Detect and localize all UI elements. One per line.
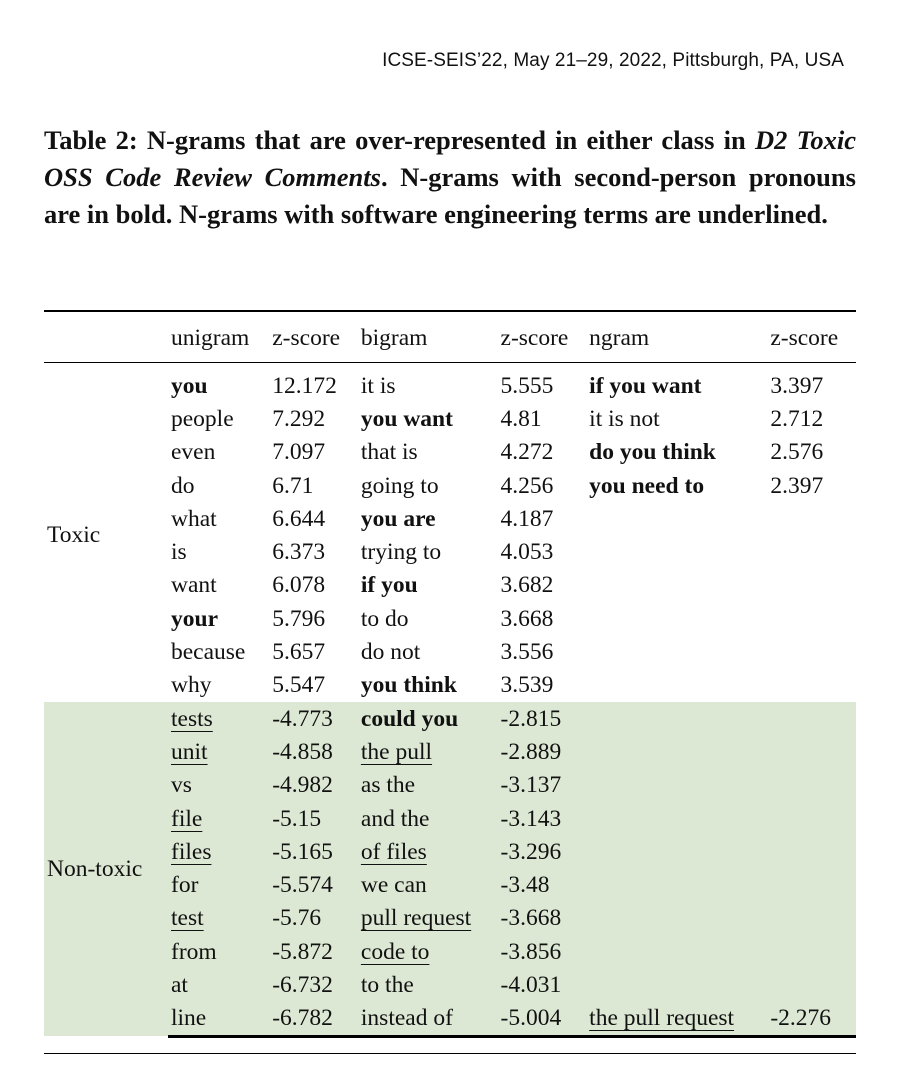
ngram-cell-text: the pull request xyxy=(589,1005,735,1032)
bigram-cell-text: trying to xyxy=(360,539,442,566)
bigram-cell xyxy=(358,935,498,968)
unigram-cell xyxy=(168,569,269,602)
ngram-zscore-cell xyxy=(767,902,856,935)
bigram-zscore-cell-text: 4.81 xyxy=(500,405,542,432)
bigram-cell xyxy=(358,436,498,469)
unigram-cell-text: line xyxy=(171,1005,207,1032)
bigram-zscore-cell-text: -3.137 xyxy=(500,772,562,799)
unigram-zscore-cell-text: 6.078 xyxy=(272,572,326,599)
unigram-cell xyxy=(168,436,269,469)
ngram-zscore-cell xyxy=(767,735,856,768)
ngram-zscore-cell-text: 2.397 xyxy=(770,472,824,499)
unigram-cell xyxy=(168,802,269,835)
unigram-cell-text: from xyxy=(171,938,217,965)
bigram-zscore-cell-text: -3.856 xyxy=(500,938,562,965)
ngram-cell xyxy=(586,935,767,968)
unigram-cell xyxy=(168,535,269,568)
unigram-cell-text: what xyxy=(171,505,217,532)
ngram-zscore-cell-text: 3.397 xyxy=(770,372,824,399)
unigram-zscore-cell xyxy=(269,569,358,602)
unigram-cell-text: people xyxy=(171,405,234,432)
unigram-zscore-cell xyxy=(269,669,358,702)
bigram-cell xyxy=(358,669,498,702)
bigram-zscore-cell xyxy=(498,935,587,968)
table-bottom-rule xyxy=(44,1053,856,1054)
ngram-cell xyxy=(586,669,767,702)
bigram-cell-text: the pull xyxy=(360,738,433,765)
bigram-cell-text: do not xyxy=(360,639,421,666)
bigram-cell-text: that is xyxy=(360,439,418,466)
bigram-zscore-cell-text: 3.556 xyxy=(500,639,554,666)
bigram-cell-text: code to xyxy=(360,938,430,965)
unigram-cell xyxy=(168,702,269,735)
ngram-cell-text: it is not xyxy=(589,405,660,432)
unigram-zscore-cell-text: 7.097 xyxy=(272,439,326,466)
bigram-cell-text: as the xyxy=(360,772,416,799)
table-row xyxy=(44,369,856,402)
unigram-zscore-cell-text: -5.872 xyxy=(272,938,333,965)
bigram-cell xyxy=(358,835,498,868)
unigram-cell-text: because xyxy=(171,639,246,666)
ngram-cell xyxy=(586,469,767,502)
ngram-cell xyxy=(586,502,767,535)
bigram-zscore-cell xyxy=(498,602,587,635)
col-header-class xyxy=(44,311,168,363)
unigram-zscore-cell-text: -4.982 xyxy=(272,772,333,799)
unigram-zscore-cell-text: 6.71 xyxy=(272,472,314,499)
unigram-cell-text: tests xyxy=(171,705,213,732)
bigram-zscore-cell xyxy=(498,802,587,835)
bigram-zscore-cell xyxy=(498,635,587,668)
col-header-ngram-zscore: z-score xyxy=(770,325,839,351)
ngram-cell xyxy=(586,602,767,635)
unigram-zscore-cell-text: 6.373 xyxy=(272,539,326,566)
ngram-zscore-cell xyxy=(767,868,856,901)
bigram-zscore-cell-text: 4.272 xyxy=(500,439,554,466)
bigram-cell-text: you think xyxy=(360,672,457,699)
unigram-zscore-cell xyxy=(269,635,358,668)
ngram-cell xyxy=(586,436,767,469)
ngram-cell-text: do you think xyxy=(589,439,716,466)
unigram-cell xyxy=(168,868,269,901)
bigram-cell-text: of files xyxy=(360,838,427,865)
unigram-zscore-cell-text: 5.657 xyxy=(272,639,326,666)
bigram-zscore-cell xyxy=(498,868,587,901)
bigram-zscore-cell-text: 3.682 xyxy=(500,572,554,599)
bigram-zscore-cell-text: 4.256 xyxy=(500,472,554,499)
table-caption xyxy=(44,122,856,233)
bigram-zscore-cell xyxy=(498,469,587,502)
ngram-zscore-cell-text: -2.276 xyxy=(770,1005,832,1032)
ngram-zscore-cell xyxy=(767,402,856,435)
ngram-cell xyxy=(586,802,767,835)
bigram-zscore-cell-text: 4.187 xyxy=(500,505,554,532)
ngram-zscore-cell xyxy=(767,469,856,502)
bigram-zscore-cell xyxy=(498,402,587,435)
unigram-cell-text: your xyxy=(171,605,218,632)
ngram-cell xyxy=(586,535,767,568)
caption-dataset-name: D2 Toxic OSS Code Review Comments xyxy=(44,125,856,192)
ngram-zscore-cell xyxy=(767,968,856,1001)
ngram-zscore-cell-text: 2.712 xyxy=(770,405,824,432)
unigram-zscore-cell-text: -6.732 xyxy=(272,971,333,998)
bigram-cell-text: and the xyxy=(360,805,430,832)
caption-suffix: . N-grams with second-person pronouns are in bold. N-grams with software engineering terms are underlined. xyxy=(44,162,856,229)
table-header-row xyxy=(44,311,856,363)
bigram-cell xyxy=(358,502,498,535)
bigram-zscore-cell-text: 3.668 xyxy=(500,605,554,632)
bigram-zscore-cell xyxy=(498,569,587,602)
bigram-zscore-cell xyxy=(498,1002,587,1037)
unigram-cell-text: want xyxy=(171,572,217,599)
unigram-cell-text: files xyxy=(171,838,212,865)
bigram-cell-text: instead of xyxy=(360,1005,453,1032)
bigram-zscore-cell xyxy=(498,669,587,702)
ngram-zscore-cell xyxy=(767,635,856,668)
unigram-zscore-cell xyxy=(269,702,358,735)
unigram-zscore-cell xyxy=(269,935,358,968)
ngram-cell xyxy=(586,369,767,402)
unigram-cell xyxy=(168,902,269,935)
ngram-cell xyxy=(586,835,767,868)
bigram-zscore-cell-text: -2.889 xyxy=(500,738,562,765)
unigram-cell-text: for xyxy=(171,872,199,899)
bigram-cell xyxy=(358,868,498,901)
bigram-zscore-cell-text: -5.004 xyxy=(500,1005,562,1032)
unigram-zscore-cell-text: 5.796 xyxy=(272,605,326,632)
unigram-zscore-cell-text: -4.773 xyxy=(272,705,333,732)
unigram-zscore-cell-text: -5.15 xyxy=(272,805,322,832)
ngram-zscore-cell xyxy=(767,569,856,602)
bigram-cell xyxy=(358,968,498,1001)
ngram-cell-text: if you want xyxy=(589,372,702,399)
bigram-cell xyxy=(358,535,498,568)
ngram-cell-text: you need to xyxy=(589,472,705,499)
ngram-zscore-cell xyxy=(767,802,856,835)
bigram-zscore-cell-text: -3.668 xyxy=(500,905,562,932)
unigram-zscore-cell xyxy=(269,402,358,435)
unigram-zscore-cell xyxy=(269,602,358,635)
bigram-cell xyxy=(358,1002,498,1037)
ngram-zscore-cell xyxy=(767,602,856,635)
bigram-cell xyxy=(358,369,498,402)
bigram-zscore-cell-text: -2.815 xyxy=(500,705,562,732)
bigram-cell xyxy=(358,602,498,635)
bigram-cell-text: you are xyxy=(360,505,436,532)
unigram-zscore-cell xyxy=(269,469,358,502)
unigram-cell xyxy=(168,769,269,802)
bigram-cell xyxy=(358,569,498,602)
bigram-cell xyxy=(358,769,498,802)
class-label: Toxic xyxy=(47,522,101,549)
unigram-zscore-cell xyxy=(269,369,358,402)
bigram-cell-text: to do xyxy=(360,605,409,632)
unigram-zscore-cell-text: -5.76 xyxy=(272,905,322,932)
bigram-zscore-cell-text: -3.296 xyxy=(500,838,562,865)
unigram-zscore-cell-text: -4.858 xyxy=(272,738,333,765)
ngram-cell xyxy=(586,769,767,802)
ngram-zscore-cell xyxy=(767,769,856,802)
unigram-zscore-cell-text: -6.782 xyxy=(272,1005,333,1032)
bigram-zscore-cell-text: 3.539 xyxy=(500,672,554,699)
unigram-cell xyxy=(168,935,269,968)
bigram-zscore-cell xyxy=(498,735,587,768)
unigram-cell-text: unit xyxy=(171,738,208,765)
unigram-cell xyxy=(168,502,269,535)
unigram-cell xyxy=(168,369,269,402)
ngram-cell xyxy=(586,902,767,935)
unigram-zscore-cell xyxy=(269,1002,358,1037)
unigram-zscore-cell xyxy=(269,535,358,568)
unigram-cell-text: test xyxy=(171,905,204,932)
unigram-zscore-cell xyxy=(269,769,358,802)
unigram-cell xyxy=(168,835,269,868)
unigram-zscore-cell xyxy=(269,902,358,935)
unigram-cell xyxy=(168,602,269,635)
ngram-zscore-cell xyxy=(767,535,856,568)
unigram-zscore-cell-text: 12.172 xyxy=(272,372,337,399)
unigram-zscore-cell xyxy=(269,868,358,901)
ngram-zscore-cell xyxy=(767,669,856,702)
col-header-unigram: unigram xyxy=(171,325,250,351)
bigram-zscore-cell-text: -4.031 xyxy=(500,971,562,998)
unigram-zscore-cell xyxy=(269,968,358,1001)
unigram-cell-text: why xyxy=(171,672,212,699)
bigram-cell-text: we can xyxy=(360,872,427,899)
unigram-cell-text: is xyxy=(171,539,187,566)
unigram-cell xyxy=(168,968,269,1001)
bigram-zscore-cell-text: -3.48 xyxy=(500,872,550,899)
bigram-zscore-cell xyxy=(498,769,587,802)
bigram-cell xyxy=(358,402,498,435)
ngram-cell xyxy=(586,635,767,668)
ngram-cell xyxy=(586,735,767,768)
bigram-cell-text: if you xyxy=(360,572,418,599)
bigram-cell xyxy=(358,702,498,735)
unigram-zscore-cell-text: 5.547 xyxy=(272,672,326,699)
ngram-table xyxy=(44,310,856,1038)
unigram-zscore-cell-text: 6.644 xyxy=(272,505,326,532)
bigram-cell-text: going to xyxy=(360,472,439,499)
ngram-zscore-cell xyxy=(767,935,856,968)
ngram-zscore-cell xyxy=(767,702,856,735)
ngram-zscore-cell-text: 2.576 xyxy=(770,439,824,466)
ngram-zscore-cell xyxy=(767,436,856,469)
unigram-cell-text: vs xyxy=(171,772,192,799)
bigram-zscore-cell xyxy=(498,835,587,868)
col-header-bigram: bigram xyxy=(360,325,428,351)
bigram-zscore-cell xyxy=(498,902,587,935)
bigram-zscore-cell xyxy=(498,369,587,402)
bigram-zscore-cell xyxy=(498,702,587,735)
ngram-cell xyxy=(586,402,767,435)
bigram-cell-text: you want xyxy=(360,405,453,432)
unigram-zscore-cell xyxy=(269,802,358,835)
unigram-zscore-cell-text: -5.165 xyxy=(272,838,333,865)
unigram-cell xyxy=(168,1002,269,1037)
bigram-cell xyxy=(358,469,498,502)
bigram-zscore-cell-text: 5.555 xyxy=(500,372,554,399)
bigram-cell-text: pull request xyxy=(360,905,472,932)
ngram-zscore-cell xyxy=(767,835,856,868)
unigram-zscore-cell xyxy=(269,436,358,469)
unigram-zscore-cell-text: -5.574 xyxy=(272,872,333,899)
bigram-cell xyxy=(358,902,498,935)
unigram-cell-text: do xyxy=(171,472,195,499)
unigram-cell-text: you xyxy=(171,372,208,399)
unigram-zscore-cell xyxy=(269,502,358,535)
ngram-cell xyxy=(586,968,767,1001)
bigram-zscore-cell-text: -3.143 xyxy=(500,805,562,832)
bigram-zscore-cell xyxy=(498,968,587,1001)
unigram-cell xyxy=(168,669,269,702)
bigram-cell-text: could you xyxy=(360,705,459,732)
ngram-cell xyxy=(586,702,767,735)
ngram-zscore-cell xyxy=(767,369,856,402)
col-header-ngram: ngram xyxy=(589,325,650,351)
unigram-cell xyxy=(168,735,269,768)
ngram-zscore-cell xyxy=(767,502,856,535)
unigram-cell-text: even xyxy=(171,439,216,466)
unigram-cell-text: file xyxy=(171,805,203,832)
bigram-zscore-cell xyxy=(498,436,587,469)
table-body xyxy=(44,363,856,1037)
table-row xyxy=(44,702,856,735)
bigram-cell xyxy=(358,735,498,768)
col-header-unigram-zscore: z-score xyxy=(272,325,341,351)
bigram-zscore-cell-text: 4.053 xyxy=(500,539,554,566)
unigram-cell xyxy=(168,402,269,435)
bigram-cell-text: it is xyxy=(360,372,396,399)
unigram-cell-text: at xyxy=(171,971,188,998)
unigram-zscore-cell xyxy=(269,835,358,868)
bigram-cell xyxy=(358,635,498,668)
unigram-cell xyxy=(168,635,269,668)
class-label: Non-toxic xyxy=(44,702,168,1036)
caption-prefix: Table 2: N-grams that are over-represented in either class in xyxy=(44,125,755,155)
ngram-cell xyxy=(586,868,767,901)
unigram-cell xyxy=(168,469,269,502)
ngram-cell xyxy=(586,1002,767,1037)
ngram-cell xyxy=(586,569,767,602)
bigram-cell xyxy=(358,802,498,835)
running-head: ICSE-SEIS’22, May 21–29, 2022, Pittsburgh, PA, USA xyxy=(382,50,844,71)
unigram-zscore-cell xyxy=(269,735,358,768)
bigram-zscore-cell xyxy=(498,502,587,535)
bigram-cell-text: to the xyxy=(360,971,414,998)
unigram-zscore-cell-text: 7.292 xyxy=(272,405,326,432)
col-header-bigram-zscore: z-score xyxy=(500,325,569,351)
bigram-zscore-cell xyxy=(498,535,587,568)
ngram-zscore-cell xyxy=(767,1002,856,1037)
